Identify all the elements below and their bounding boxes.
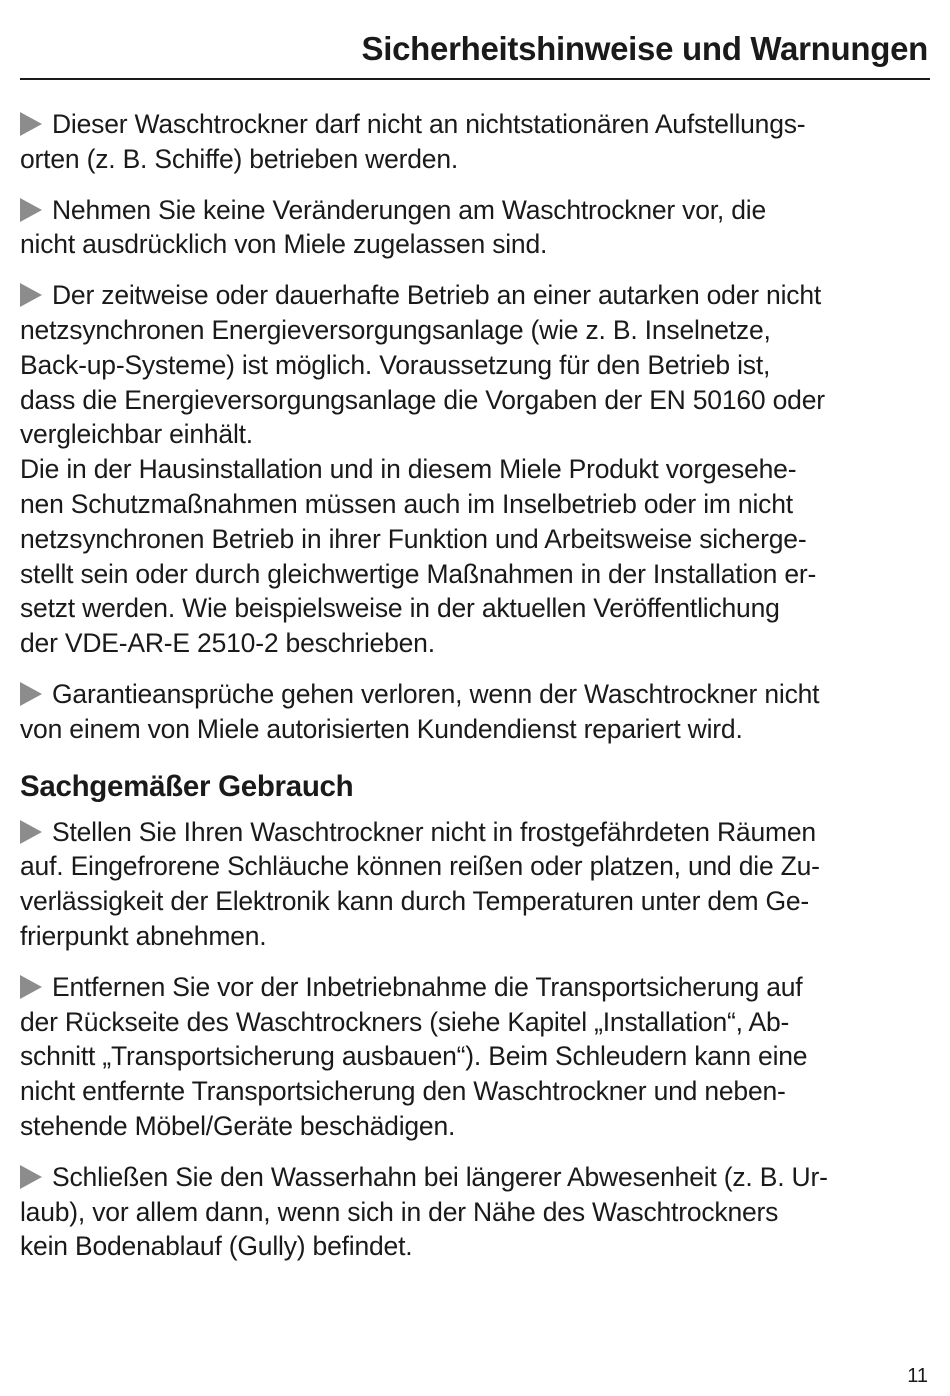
triangle-right-icon bbox=[20, 1165, 42, 1189]
triangle-right-icon bbox=[20, 198, 42, 222]
warning-paragraph bbox=[20, 970, 932, 1144]
paragraph-text: Der zeitweise oder dauerhafte Betrieb an einer autarken oder nicht netzsynchronen Energieversorgungsanlage (wie z. B. Inselnetze, Back-up-Systeme) ist möglich. Voraussetzung für den Betrieb ist, dass die Energieversorgungsanlage die Vorgaben der EN 50160 oder vergleichbar einhält. Die in der Hausinstallation und in diesem Miele Produkt vorgesehe- nen Schutzmaßnahmen müssen auch im Inselbetrieb oder im nicht netzsynchronen Betrieb in ihrer Funktion und Arbeitsweise sicherge- stellt sein oder durch gleichwertige Maßnahmen in der Installation er- setzt werden. Wie beispielsweise in der aktuellen Veröffentlichung der VDE-AR-E 2510-2 beschrieben. bbox=[20, 280, 825, 659]
paragraph-text: Nehmen Sie keine Veränderungen am Waschtrockner vor, die nicht ausdrücklich von Miele zugelassen sind. bbox=[20, 194, 767, 260]
page-number: 11 bbox=[907, 1365, 928, 1387]
warning-paragraph bbox=[20, 278, 932, 661]
page-content bbox=[20, 107, 932, 1280]
warning-paragraph bbox=[20, 677, 932, 747]
paragraph-text: Dieser Waschtrockner darf nicht an nichtstationären Aufstellungs- orten (z. B. Schiffe) betrieben werden. bbox=[20, 109, 806, 174]
triangle-right-icon bbox=[20, 283, 42, 307]
triangle-right-icon bbox=[20, 975, 42, 999]
paragraph-text: Garantieansprüche gehen verloren, wenn der Waschtrockner nicht von einem von Miele autorisierten Kundendienst repariert wird. bbox=[20, 678, 820, 744]
page-header bbox=[20, 26, 930, 80]
triangle-right-icon bbox=[20, 682, 42, 706]
warning-paragraph bbox=[20, 193, 932, 263]
triangle-right-icon bbox=[20, 112, 42, 136]
paragraph-text: Stellen Sie Ihren Waschtrockner nicht in frostgefährdeten Räumen auf. Eingefrorene Schläuche können reißen oder platzen, und die Zu- verlässigkeit der Elektronik kann durch Temperaturen unter dem Ge- frierpunkt abnehmen. bbox=[20, 816, 820, 951]
paragraph-text: Entfernen Sie vor der Inbetriebnahme die Transportsicherung auf der Rückseite des Waschtrockners (siehe Kapitel „Installation“, Ab- schnitt „Transportsicherung ausbauen“). Beim Schleudern kann eine nicht entfernte Transportsicherung den Waschtrockner und neben- stehende Möbel/Geräte beschädigen. bbox=[20, 971, 808, 1141]
warning-paragraph bbox=[20, 107, 932, 177]
page-title: Sicherheitshinweise und Warnungen bbox=[361, 30, 928, 67]
warning-paragraph bbox=[20, 1160, 932, 1264]
triangle-right-icon bbox=[20, 820, 42, 844]
section-heading: Sachgemäßer Gebrauch bbox=[20, 769, 354, 803]
paragraph-text: Schließen Sie den Wasserhahn bei längerer Abwesenheit (z. B. Ur- laub), vor allem dann, wenn sich in der Nähe des Waschtrockners kein Bodenablauf (Gully) befindet. bbox=[20, 1161, 828, 1262]
warning-paragraph bbox=[20, 815, 932, 954]
